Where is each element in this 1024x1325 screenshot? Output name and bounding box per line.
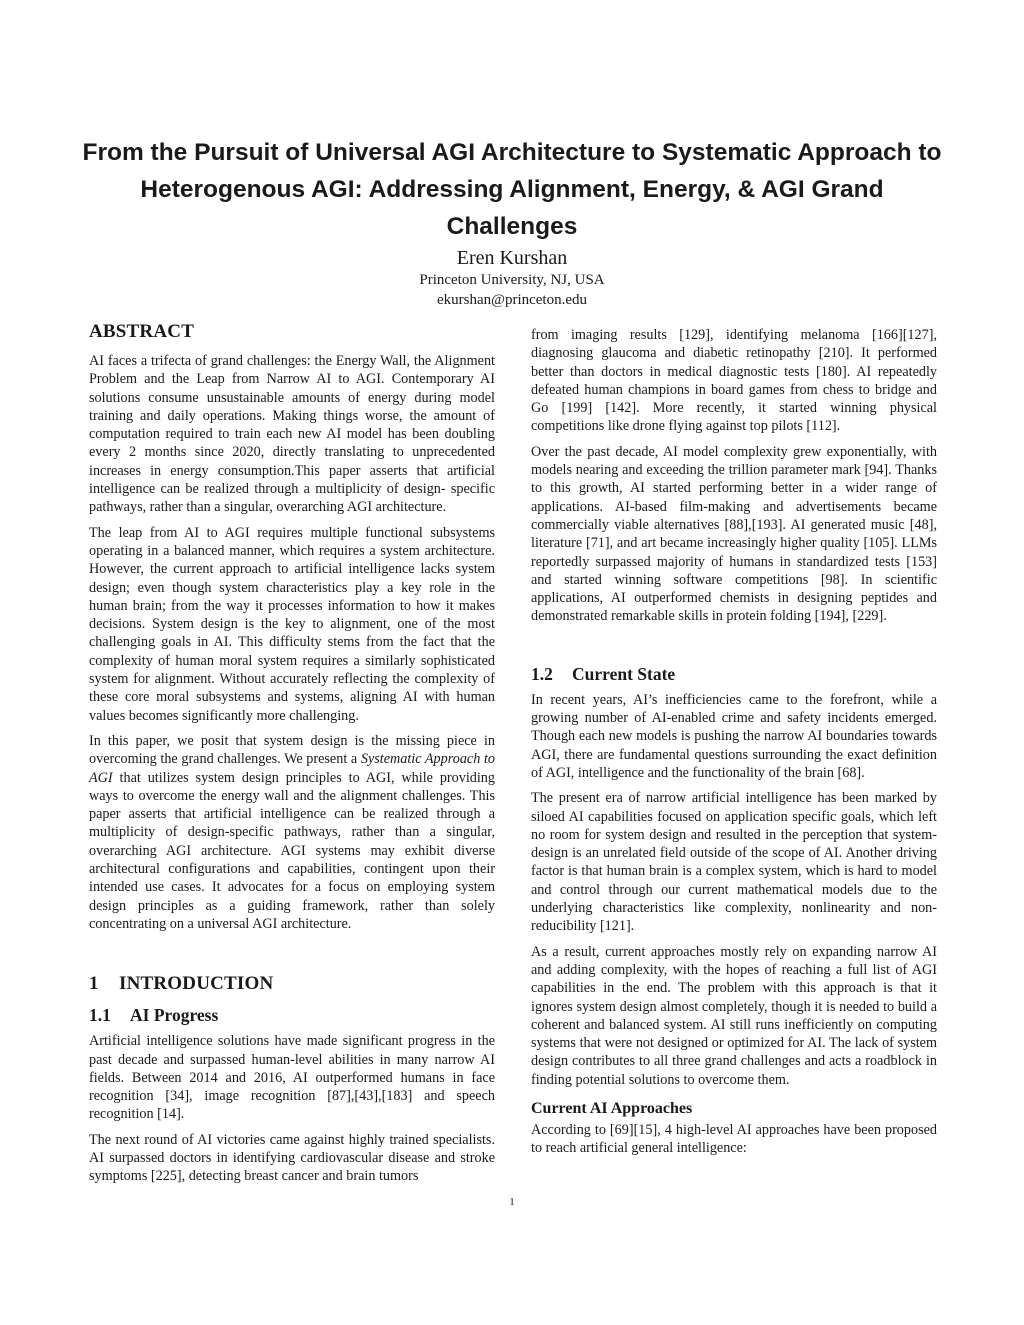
left-column: [89, 320, 495, 1193]
abstract-paragraph: The leap from AI to AGI requires multiple functional subsystems operating in a balanced manner, which requires a system architecture. However, the current approach to artificial intelligence lacks system design; even though system characteristics play a key role in the human brain; from the way it processes information to how it makes decisions. System design is the key to alignment, one of the most challenging goals in AI. This difficulty stems from the fact that the complexity of human moral system requires a similarly sophisticated system for alignment. Without accurately reflecting the complexity of these core moral subsystems and systems, aligning AI with human values becomes significantly more challenging.: [89, 524, 495, 724]
abstract-paragraph: [89, 732, 495, 933]
body-paragraph: In recent years, AI’s inefficiencies came to the forefront, while a growing number of AI-enabled crime and safety incidents emerged. Though each new models is pushing the narrow AI boundaries towards AGI, there are fundamental questions surrounding the exact definition of AGI, intelligence and the functionality of the brain [68].: [531, 691, 937, 781]
abstract-heading: ABSTRACT: [89, 321, 195, 342]
page-number: 1: [509, 1196, 515, 1208]
right-column: [531, 326, 937, 1165]
abstract-text: In this paper, we posit that system design is the missing piece in overcoming the grand challenges. We present a: [89, 732, 495, 768]
subsection-title: Current State: [572, 663, 676, 684]
body-paragraph: Artificial intelligence solutions have made significant progress in the past decade and surpassed human-level abilities in many narrow AI fields. Between 2014 and 2016, AI outperformed humans in face recognition [34], image recognition [87],[43],[183] and speech recognition [14].: [89, 1033, 495, 1123]
abstract-emphasis: Systematic Approach to AGI: [89, 751, 495, 786]
introduction-heading: [89, 972, 495, 996]
subsection-number: 1.1: [89, 1005, 111, 1026]
subsection-number: 1.2: [531, 663, 553, 684]
author-email: ekurshan@princeton.edu: [436, 292, 587, 308]
section-title: INTRODUCTION: [119, 973, 274, 995]
author-affiliation: Princeton University, NJ, USA: [419, 272, 605, 288]
section-number: 1: [89, 973, 99, 995]
body-paragraph: The next round of AI victories came against highly trained specialists. AI surpassed doctors in identifying cardiovascular disease and stroke symptoms [225], detecting breast cancer and brain tumors: [89, 1131, 495, 1185]
abstract-text: that utilizes system design principles to AGI, while providing ways to overcome the energy wall and the alignment challenges. This paper asserts that artificial intelligence can be realized through a multiplicity of design-specific pathways, rather than a singular, overarching AGI architecture. AGI systems may exhibit diverse architectural configurations and capabilities, contingent upon their intended use cases. It advocates for a focus on employing system design principles as a guiding framework, rather than solely concentrating on a universal AGI architecture.: [89, 769, 495, 932]
author-name: Eren Kurshan: [456, 247, 568, 269]
body-paragraph: According to [69][15], 4 high-level AI approaches have been proposed to reach artificial general intelligence:: [531, 1121, 937, 1157]
abstract-paragraph: AI faces a trifecta of grand challenges: the Energy Wall, the Alignment Problem and the Leap from Narrow AI to AGI. Contemporary AI solutions consume unsustainable amounts of energy during model training and daily operations. Making things worse, the amount of computation required to train each new AI model has been doubling every 2 months since 2020, directly translating to unprecedented increases in energy consumption.This paper asserts that artificial intelligence can be realized through a multiplicity of design- specific pathways, rather than a singular, overarching AGI architecture.: [89, 353, 495, 516]
body-paragraph: As a result, current approaches mostly rely on expanding narrow AI and adding complexity, with the hopes of reaching a full list of AGI capabilities in the end. The problem with this approach is that it ignores system design almost completely, though it is needed to build a coherent and balanced system. AI still runs inefficiently on computing systems that were not designed or optimized for AI. The lack of system design contributes to all three grand challenges and acts a roadblock in finding potential solutions to overcome them.: [531, 943, 937, 1088]
body-paragraph: from imaging results [129], identifying melanoma [166][127], diagnosing glaucoma and diabetic retinopathy [210]. It performed better than doctors in medical diagnostic tests [180]. AI repeatedly defeated human champions in board games from chess to bridge and Go [199] [142]. More recently, it started winning physical competitions like drone flying against top pilots [112].: [531, 327, 937, 435]
paper-title: From the Pursuit of Universal AGI Architecture to Systematic Approach to Heterogenous AGI: Addressing Alignment, Energy, & AGI Grand Challenges: [82, 139, 942, 240]
current-ai-approaches-heading: Current AI Approaches: [531, 1099, 693, 1117]
current-state-heading: [531, 663, 937, 685]
ai-progress-heading: [89, 1004, 495, 1026]
body-paragraph: The present era of narrow artificial intelligence has been marked by siloed AI capabilities focused on application specific goals, which left no room for system design and resulted in the perception that system-design is an unrelated field outside of the scope of AI. Another driving factor is that human brain is a complex system, which is hard to model and control through our current mathematical models due to the underlying characteristics like complexity, nonlinearity and non-reducibility [121].: [531, 790, 937, 935]
subsection-title: AI Progress: [130, 1005, 219, 1026]
body-paragraph: Over the past decade, AI model complexity grew exponentially, with models nearing and exceeding the trillion parameter mark [94]. Thanks to this growth, AI started performing better in a wider range of applications. AI-based film-making and advertisements became commercially viable alternatives [88],[193]. AI generated music [48], literature [71], and art became increasingly higher quality [105]. LLMs reportedly surpassed majority of humans in standardized tests [153] and started winning software competitions [98]. In scientific applications, AI outperformed chemists in designing peptides and demonstrated remarkable skills in protein folding [194], [229].: [531, 443, 937, 625]
